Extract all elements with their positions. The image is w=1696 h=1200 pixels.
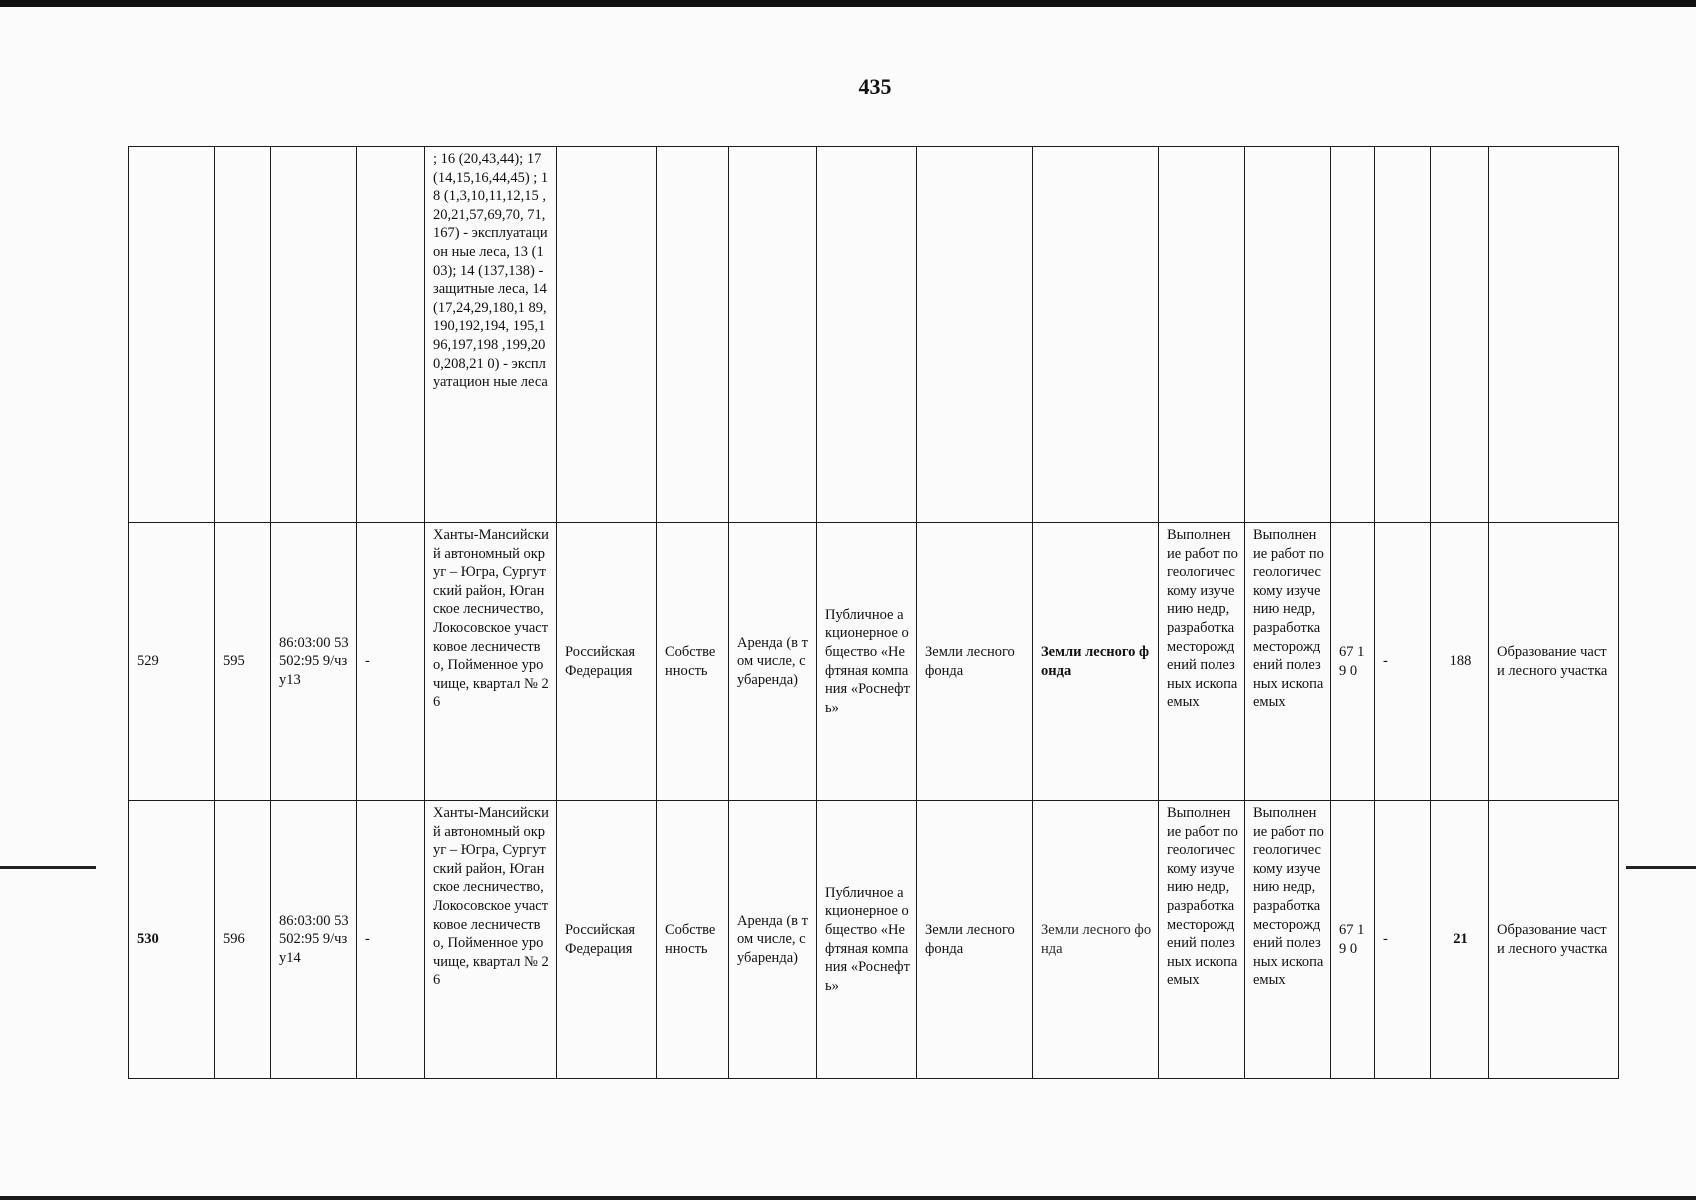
cell-address: ; 16 (20,43,44); 17 (14,15,16,44,45) ; 18 (1,3,10,11,12,15 ,20,21,57,69,70, 71,167) - эксплуатацион ные леса, 13 (103); 14 (137,138) - защитные леса, 14 (17,24,29,180,1 89,190,192,194, 195,196,197,198 ,199,200,208,21 0) - эксплуатацион ные леса (425, 147, 557, 523)
cell-purpose: Образование части лесного участка (1489, 801, 1619, 1079)
cell-land-use: Земли лесного фонда (1033, 801, 1159, 1079)
cell-number: 530 (129, 801, 215, 1079)
table-row (129, 801, 1619, 1079)
cell-address: Ханты-Мансийский автономный округ – Югра, Сургутский район, Юганское лесничество, Локосовское участковое лесничество, Пойменное урочище, квартал № 26 (425, 523, 557, 801)
cell-dash: - (1375, 523, 1431, 801)
cell-empty (657, 147, 729, 523)
cell-reg-number: 595 (215, 523, 271, 801)
cell-empty (1489, 147, 1619, 523)
cell-empty (357, 147, 425, 523)
cell-permitted-use: Выполнение работ по геологическому изучению недр, разработка месторождений полезных ископаемых (1159, 801, 1245, 1079)
table-row (129, 523, 1619, 801)
cell-code: 67 19 0 (1331, 523, 1375, 801)
cell-empty (1033, 147, 1159, 523)
cell-land-category: Земли лесного фонда (917, 523, 1033, 801)
cell-cadastral-number: 86:03:00 53502:95 9/чзу13 (271, 523, 357, 801)
cell-empty (215, 147, 271, 523)
cell-reg-number: 596 (215, 801, 271, 1079)
table-row (129, 147, 1619, 523)
cell-right-type: Собственность (657, 801, 729, 1079)
margin-rule-left (0, 866, 96, 869)
cell-cadastral-number: 86:03:00 53502:95 9/чзу14 (271, 801, 357, 1079)
cell-dash: - (357, 801, 425, 1079)
cell-empty (557, 147, 657, 523)
cell-empty (729, 147, 817, 523)
cell-number: 529 (129, 523, 215, 801)
land-plots-table (128, 146, 1619, 1079)
cell-empty (1245, 147, 1331, 523)
cell-permitted-use: Выполнение работ по геологическому изучению недр, разработка месторождений полезных ископаемых (1159, 523, 1245, 801)
scan-bottom-border (0, 1196, 1696, 1200)
cell-right-type: Собственность (657, 523, 729, 801)
cell-empty (271, 147, 357, 523)
cell-empty (817, 147, 917, 523)
scan-top-border (0, 0, 1696, 7)
cell-land-use: Земли лесного фонда (1033, 523, 1159, 801)
cell-owner: Российская Федерация (557, 801, 657, 1079)
cell-empty (1375, 147, 1431, 523)
cell-purpose: Образование части лесного участка (1489, 523, 1619, 801)
cell-holder: Публичное акционерное общество «Нефтяная компания «Роснефть» (817, 801, 917, 1079)
cell-permitted-use: Выполнение работ по геологическому изучению недр, разработка месторождений полезных ископаемых (1245, 801, 1331, 1079)
cell-dash: - (357, 523, 425, 801)
cell-address: Ханты-Мансийский автономный округ – Югра, Сургутский район, Юганское лесничество, Локосовское участковое лесничество, Пойменное урочище, квартал № 26 (425, 801, 557, 1079)
cell-encumbrance: Аренда (в том числе, субаренда) (729, 523, 817, 801)
cell-land-category: Земли лесного фонда (917, 801, 1033, 1079)
margin-rule-right (1626, 866, 1696, 869)
cell-empty (917, 147, 1033, 523)
cell-code: 67 19 0 (1331, 801, 1375, 1079)
cell-empty (1431, 147, 1489, 523)
page-number: 435 (858, 74, 892, 99)
cell-owner: Российская Федерация (557, 523, 657, 801)
cell-dash: - (1375, 801, 1431, 1079)
cell-empty (129, 147, 215, 523)
cell-permitted-use: Выполнение работ по геологическому изучению недр, разработка месторождений полезных ископаемых (1245, 523, 1331, 801)
cell-empty (1159, 147, 1245, 523)
cell-area: 188 (1431, 523, 1489, 801)
cell-holder: Публичное акционерное общество «Нефтяная компания «Роснефть» (817, 523, 917, 801)
cell-empty (1331, 147, 1375, 523)
cell-area: 21 (1431, 801, 1489, 1079)
cell-encumbrance: Аренда (в том числе, субаренда) (729, 801, 817, 1079)
